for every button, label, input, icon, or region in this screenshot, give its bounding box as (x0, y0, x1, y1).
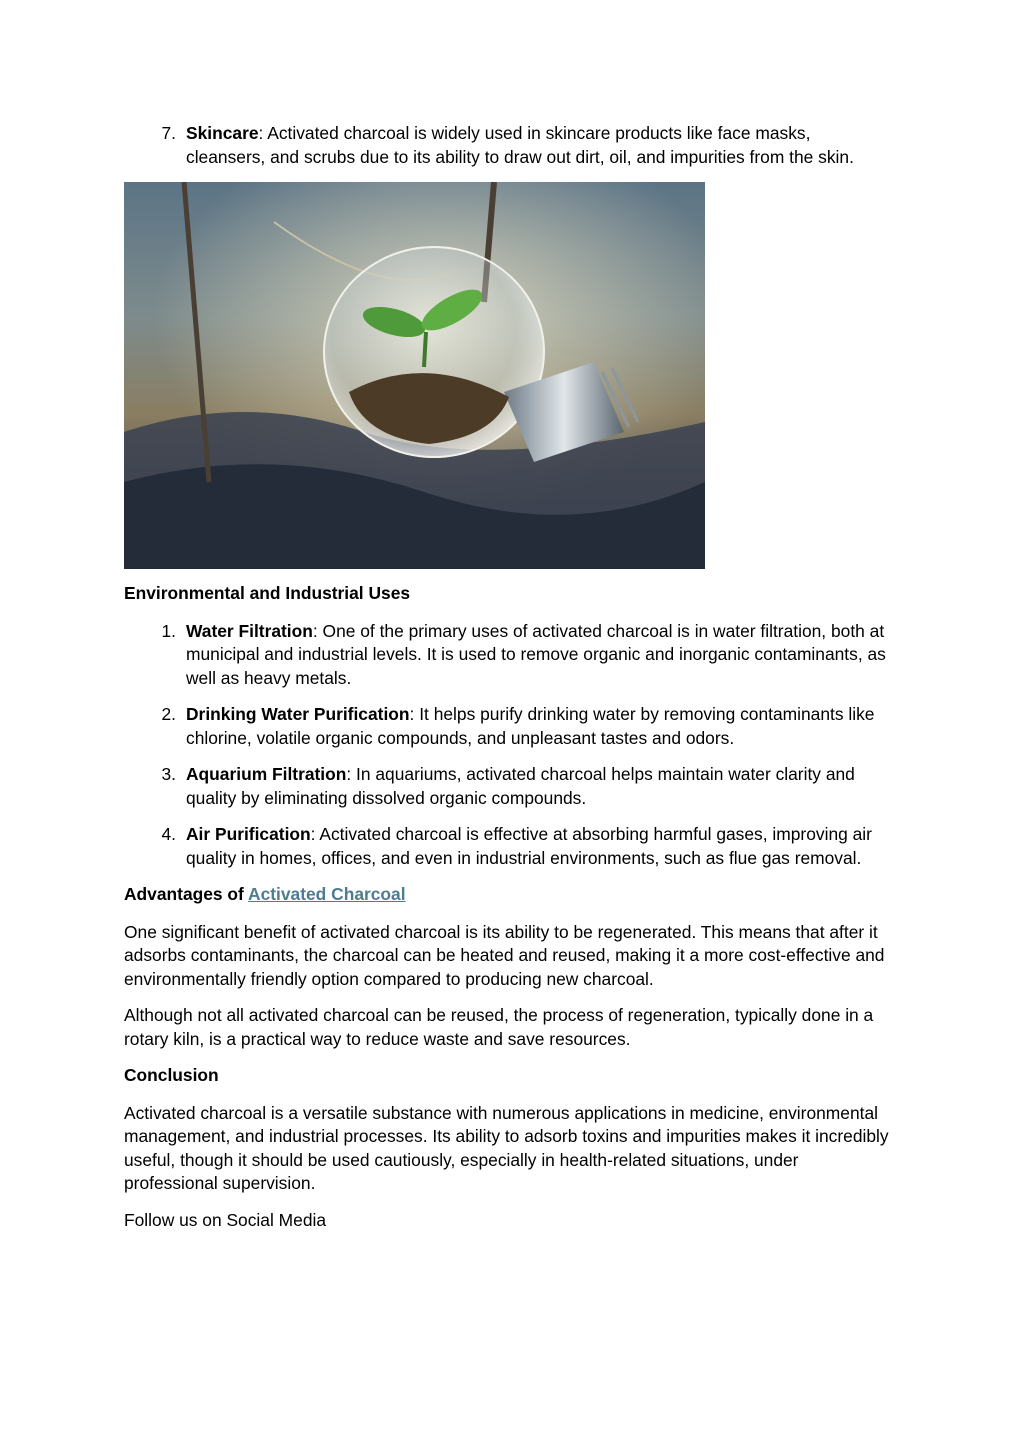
list-item-text: : It helps purify drinking water by removing contaminants like chlorine, volatile organic compounds, and unpleasant tastes and odors. (186, 704, 875, 748)
list-item-text: : Activated charcoal is effective at absorbing harmful gases, improving air quality in homes, offices, and even in industrial environments, such as flue gas removal. (186, 824, 872, 868)
document-page (124, 0, 889, 1245)
section-heading-conclusion: Conclusion (124, 1065, 219, 1085)
list-item (124, 763, 889, 810)
list-number: 4. (161, 824, 176, 844)
list-item (124, 122, 889, 169)
follow-social-media-text: Follow us on Social Media (124, 1209, 327, 1230)
advantages-paragraph: One significant benefit of activated charcoal is its ability to be regenerated. This means that after it adsorbs contaminants, the charcoal can be heated and reused, making it a more cost-effective and environmentally friendly option compared to producing new charcoal. (124, 921, 885, 989)
list-item-term: Aquarium Filtration (186, 764, 347, 784)
list-number: 1. (161, 620, 176, 641)
advantages-paragraph: Although not all activated charcoal can be reused, the process of regeneration, typically done in a rotary kiln, is a practical way to reduce waste and save resources. (124, 1005, 874, 1049)
list-item-term: Drinking Water Purification (186, 704, 410, 724)
list-item-text: : In aquariums, activated charcoal helps maintain water clarity and quality by eliminating dissolved organic compounds. (186, 764, 855, 808)
list-item-term: Water Filtration (186, 620, 313, 641)
lightbulb-with-seedling-photo (124, 182, 705, 569)
list-item-text: : Activated charcoal is widely used in skincare products like face masks, cleansers, and scrubs due to its ability to draw out dirt, oil, and impurities from the skin. (186, 123, 854, 167)
section-heading-environmental: Environmental and Industrial Uses (124, 583, 411, 603)
advantages-heading-prefix: Advantages of (124, 884, 249, 904)
list-number: 2. (161, 704, 176, 724)
list-item (124, 703, 889, 750)
list-item-text: : One of the primary uses of activated charcoal is in water filtration, both at municipal and industrial levels. It is used to remove organic and inorganic contaminants, as well as heavy metals. (186, 620, 886, 688)
list-item (124, 620, 889, 691)
skincare-list (124, 122, 889, 169)
environmental-uses-list (124, 620, 889, 871)
list-number: 7. (161, 123, 176, 143)
activated-charcoal-link[interactable]: Activated Charcoal (248, 884, 406, 904)
list-item-term: Air Purification (186, 824, 311, 844)
section-heading-advantages (124, 883, 889, 907)
list-item-term: Skincare (186, 123, 259, 143)
conclusion-paragraph: Activated charcoal is a versatile substance with numerous applications in medicine, environmental management, and industrial processes. Its ability to adsorb toxins and impurities makes it incredibly useful, though it should be used cautiously, especially in health-related situations, under professional supervision. (124, 1102, 889, 1193)
list-number: 3. (161, 764, 176, 784)
list-item (124, 823, 889, 870)
